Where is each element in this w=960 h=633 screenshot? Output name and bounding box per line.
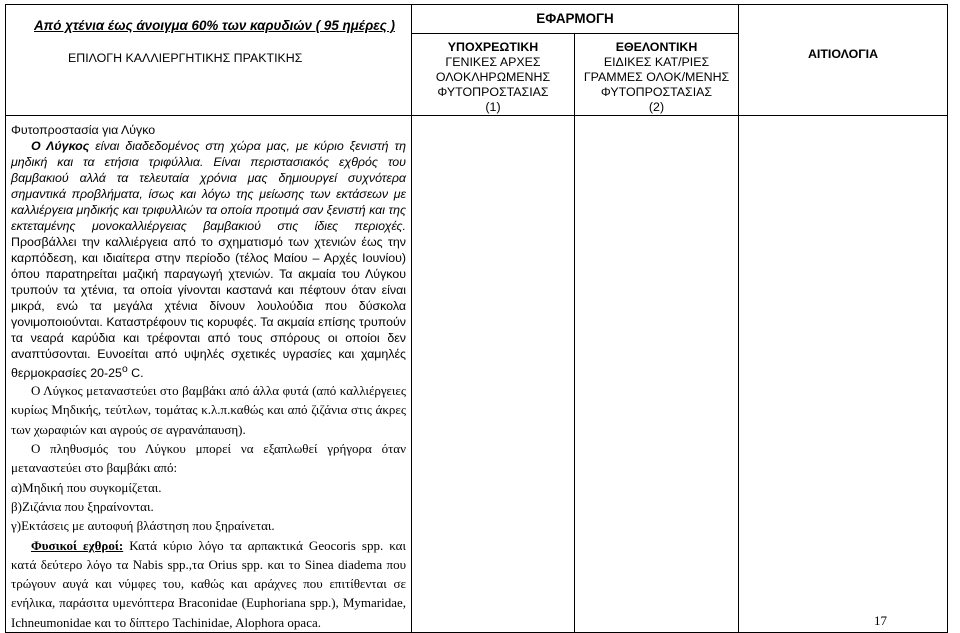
list-item: α)Μηδική που συγκομίζεται. — [11, 479, 162, 495]
list-item: β)Ζιζάνια που ξηραίνονται. — [11, 498, 154, 514]
recommendations-table — [5, 4, 948, 633]
application-header: ΕΦΑΡΜΟΓΗ — [412, 5, 739, 34]
migration-paragraph: Ο Λύγκος μεταναστεύει στο βαμβάκι από άλλα φυτά (από καλλιέργειες κυρίως Μηδικής, τεύτλων, τομάτας κ.λ.π.καθώς και από ζιζάνια στις άκρες των χωραφιών και αγρούς σε αγρανάπαυση). — [11, 383, 406, 437]
intro-paragraph: Ο Λύγκος είναι διαδεδομένος στη χώρα μας, με κύριο ξενιστή τη μηδική και τα ετήσια τριφύλλια. Είναι περιστασιακός εχθρός του βαμβακιού αλλά τα τελευταία χρόνια μας δημιουργεί συχνότερα σημαντικά προβλήματα, ίσως και λόγω της μείωσης των εκτάσεων με καλλιέργεια μηδικής και τριφυλλιών τα οποία προτιμά σαν ξενιστή και της εκτεταμένης μονοκαλλιέργειας βαμβακιού στις ίδιες περιοχές. Προσβάλλει την καλλιέργεια από το σχηματισμό των χτενιών έως την καρπόδεση, και ιδιαίτερα στην περίοδο (τέλος Μαίου – Αρχές Ιουνίου) όπου παρατηρείται μαζική παραγωγή χτενιών. Τα ακμαία του Λύγκου τρυπούν τα χτένια, τα οποία γίνονται καστανά και πέφτουν όταν είναι μικρά, ενώ τα μεγάλα χτένια δίνουν λουλούδια που δύσκολα γονιμοποιούνται. Καταστρέφουν τις κορυφές. Τα ακμαία επίσης τρυπούν τα νεαρά καρύδια και τρέφονται από τους σπόρους οι οποίοι δεν αναπτύσονται. Ευνοείται από υψηλές σχετικές υγρασίες και χαμηλές θερμοκρασίες $20-25^o$ C. — [11, 139, 406, 381]
justification-cell — [739, 116, 948, 633]
spread-paragraph: Ο πληθυσμός του Λύγκου μπορεί να εξαπλωθεί γρήγορα όταν μεταναστεύει στο βαμβάκι από: — [11, 441, 406, 476]
practice-subtitle: ΕΠΙΛΟΓΗ ΚΑΛΛΙΕΡΓΗΤΙΚΗΣ ΠΡΑΚΤΙΚΗΣ — [68, 51, 303, 65]
mandatory-header: ΥΠΟΧΡΕΩΤΙΚΗ ΓΕΝΙΚΕΣ ΑΡΧΕΣ ΟΛΟΚΛΗΡΩΜΕΝΗΣ ΦΥΤΟΠΡΟΣΤΑΣΙΑΣ (1) — [412, 34, 575, 116]
section-title: Φυτοπροστασία για Λύγκο — [11, 123, 156, 137]
list-item: γ)Εκτάσεις με αυτοφυή βλάστηση που ξηραίνεται. — [11, 518, 275, 534]
natural-enemies-paragraph: Φυσικοί εχθροί: Κατά κύριο λόγο τα αρπακτικά Geocoris spp. και κατά δεύτερο λόγο τα Nabis spp.,τα Orius spp. και το Sinea diadema που τρώγουν αυγά και νύμφες του, καθώς και αράχνες που επιτίθενται σε ενήλικα, παράσιτα υμενόπτερα Braconidae (Euphoriana spp.), Mymaridae, Ichneumonidae και το δίπτερο Tachinidae, Alophora opaca. — [11, 537, 406, 630]
mandatory-cell — [412, 116, 575, 633]
optional-header: ΕΘΕΛΟΝΤΙΚΗ ΕΙΔΙΚΕΣ ΚΑΤ/ΡΙΕΣ ΓΡΑΜΜΕΣ ΟΛΟΚ/ΜΕΝΗΣ ΦΥΤΟΠΡΟΣΤΑΣΙΑΣ (2) — [575, 34, 739, 116]
justification-header: ΑΙΤΙΟΛΟΓΙΑ — [739, 5, 948, 116]
practice-header-cell — [6, 5, 412, 116]
period-title: Από χτένια έως άνοιγμα 60% των καρυδιών ( 95 ημέρες ) — [34, 18, 395, 33]
optional-cell — [575, 116, 739, 633]
lygus-description-cell — [6, 116, 412, 633]
page-number: 17 — [874, 613, 887, 628]
